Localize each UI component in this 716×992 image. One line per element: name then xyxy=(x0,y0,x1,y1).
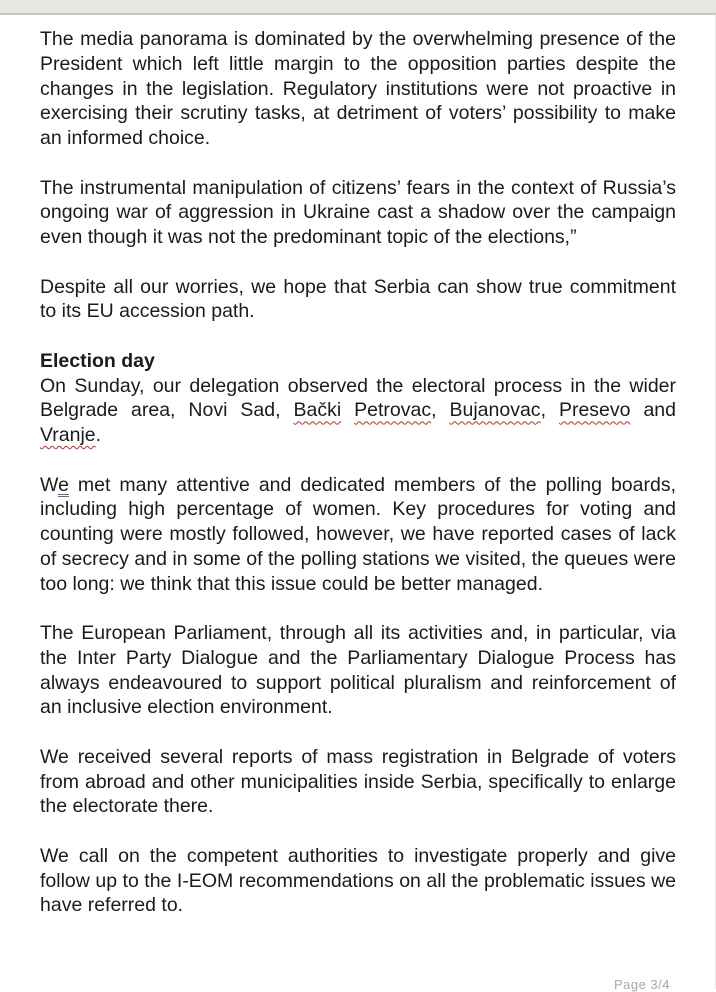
text-run: The European Parliament, through all its activities and, in particular, via the Inter Party Dialogue and the Parliamentary Dialogue Process has always endeavoured to support political pluralism and reinforcement of an inclusive election environment. xyxy=(40,622,676,719)
paragraph-despite-worries xyxy=(40,275,676,325)
text-run: We call on the competent authorities to investigate properly and give follow up to the I-EOM recommendations on all the problematic issues we have referred to. xyxy=(40,844,676,917)
misspelled-word: Petrovac xyxy=(354,399,432,422)
misspelled-word: Bujanovac xyxy=(449,399,541,422)
misspelled-word: Bački xyxy=(293,399,342,422)
text-run: The media panorama is dominated by the overwhelming presence of the President which left little margin to the opposition parties despite the changes in the legislation. Regulatory institutions were not proactive in exercising their scrutiny tasks, at detriment of voters’ possibility to make an informed choice. xyxy=(40,28,676,149)
heading-election-day xyxy=(40,349,676,374)
page-number-label: Page 3/4 xyxy=(613,977,670,992)
text-run: We received several reports of mass registration in Belgrade of voters from abroad and other municipalities inside Serbia, specifically to enlarge the electorate there. xyxy=(40,745,676,818)
misspelled-word: Presevo xyxy=(558,399,631,422)
paragraph-media-panorama xyxy=(40,27,676,151)
text-run: , xyxy=(540,399,559,422)
top-toolbar-edge xyxy=(0,0,716,15)
text-run: and xyxy=(630,399,676,422)
text-run: met many attentive and dedicated members of the polling boards, including high percentage of women. Key procedures for voting and counting were mostly followed, however, we have reported cases of lack of secrecy and in some of the polling stations we visited, the queues were too long: we think that this issue could be better managed. xyxy=(40,473,676,595)
paragraph-call-authorities xyxy=(40,844,676,918)
text-run: Election day xyxy=(40,349,155,372)
text-run xyxy=(341,399,354,421)
text-run: Despite all our worries, we hope that Serbia can show true commitment to its EU accession path. xyxy=(40,275,676,323)
paragraph-instrumental-manipulation xyxy=(40,176,676,250)
page-number-footer xyxy=(614,978,670,992)
misspelled-word: Vranje xyxy=(40,424,96,446)
paragraph-polling-boards xyxy=(40,473,676,597)
text-run: The instrumental manipulation of citizens’ fears in the context of Russia’s ongoing war of aggression in Ukraine cast a shadow over the campaign even though it was not the predominant topic of the elections,” xyxy=(40,176,676,248)
text-run: On Sunday, our delegation observed the electoral process in the wider Belgrade area, Novi Sad, xyxy=(40,374,676,422)
text-run: W xyxy=(40,473,59,496)
paragraph-on-sunday xyxy=(40,374,676,448)
grammar-marked-letter: e xyxy=(58,473,69,496)
paragraph-mass-registration xyxy=(40,745,676,819)
text-run: . xyxy=(95,424,102,446)
paragraph-european-parliament xyxy=(40,621,676,720)
text-run: , xyxy=(431,399,450,422)
document-body xyxy=(40,27,676,943)
